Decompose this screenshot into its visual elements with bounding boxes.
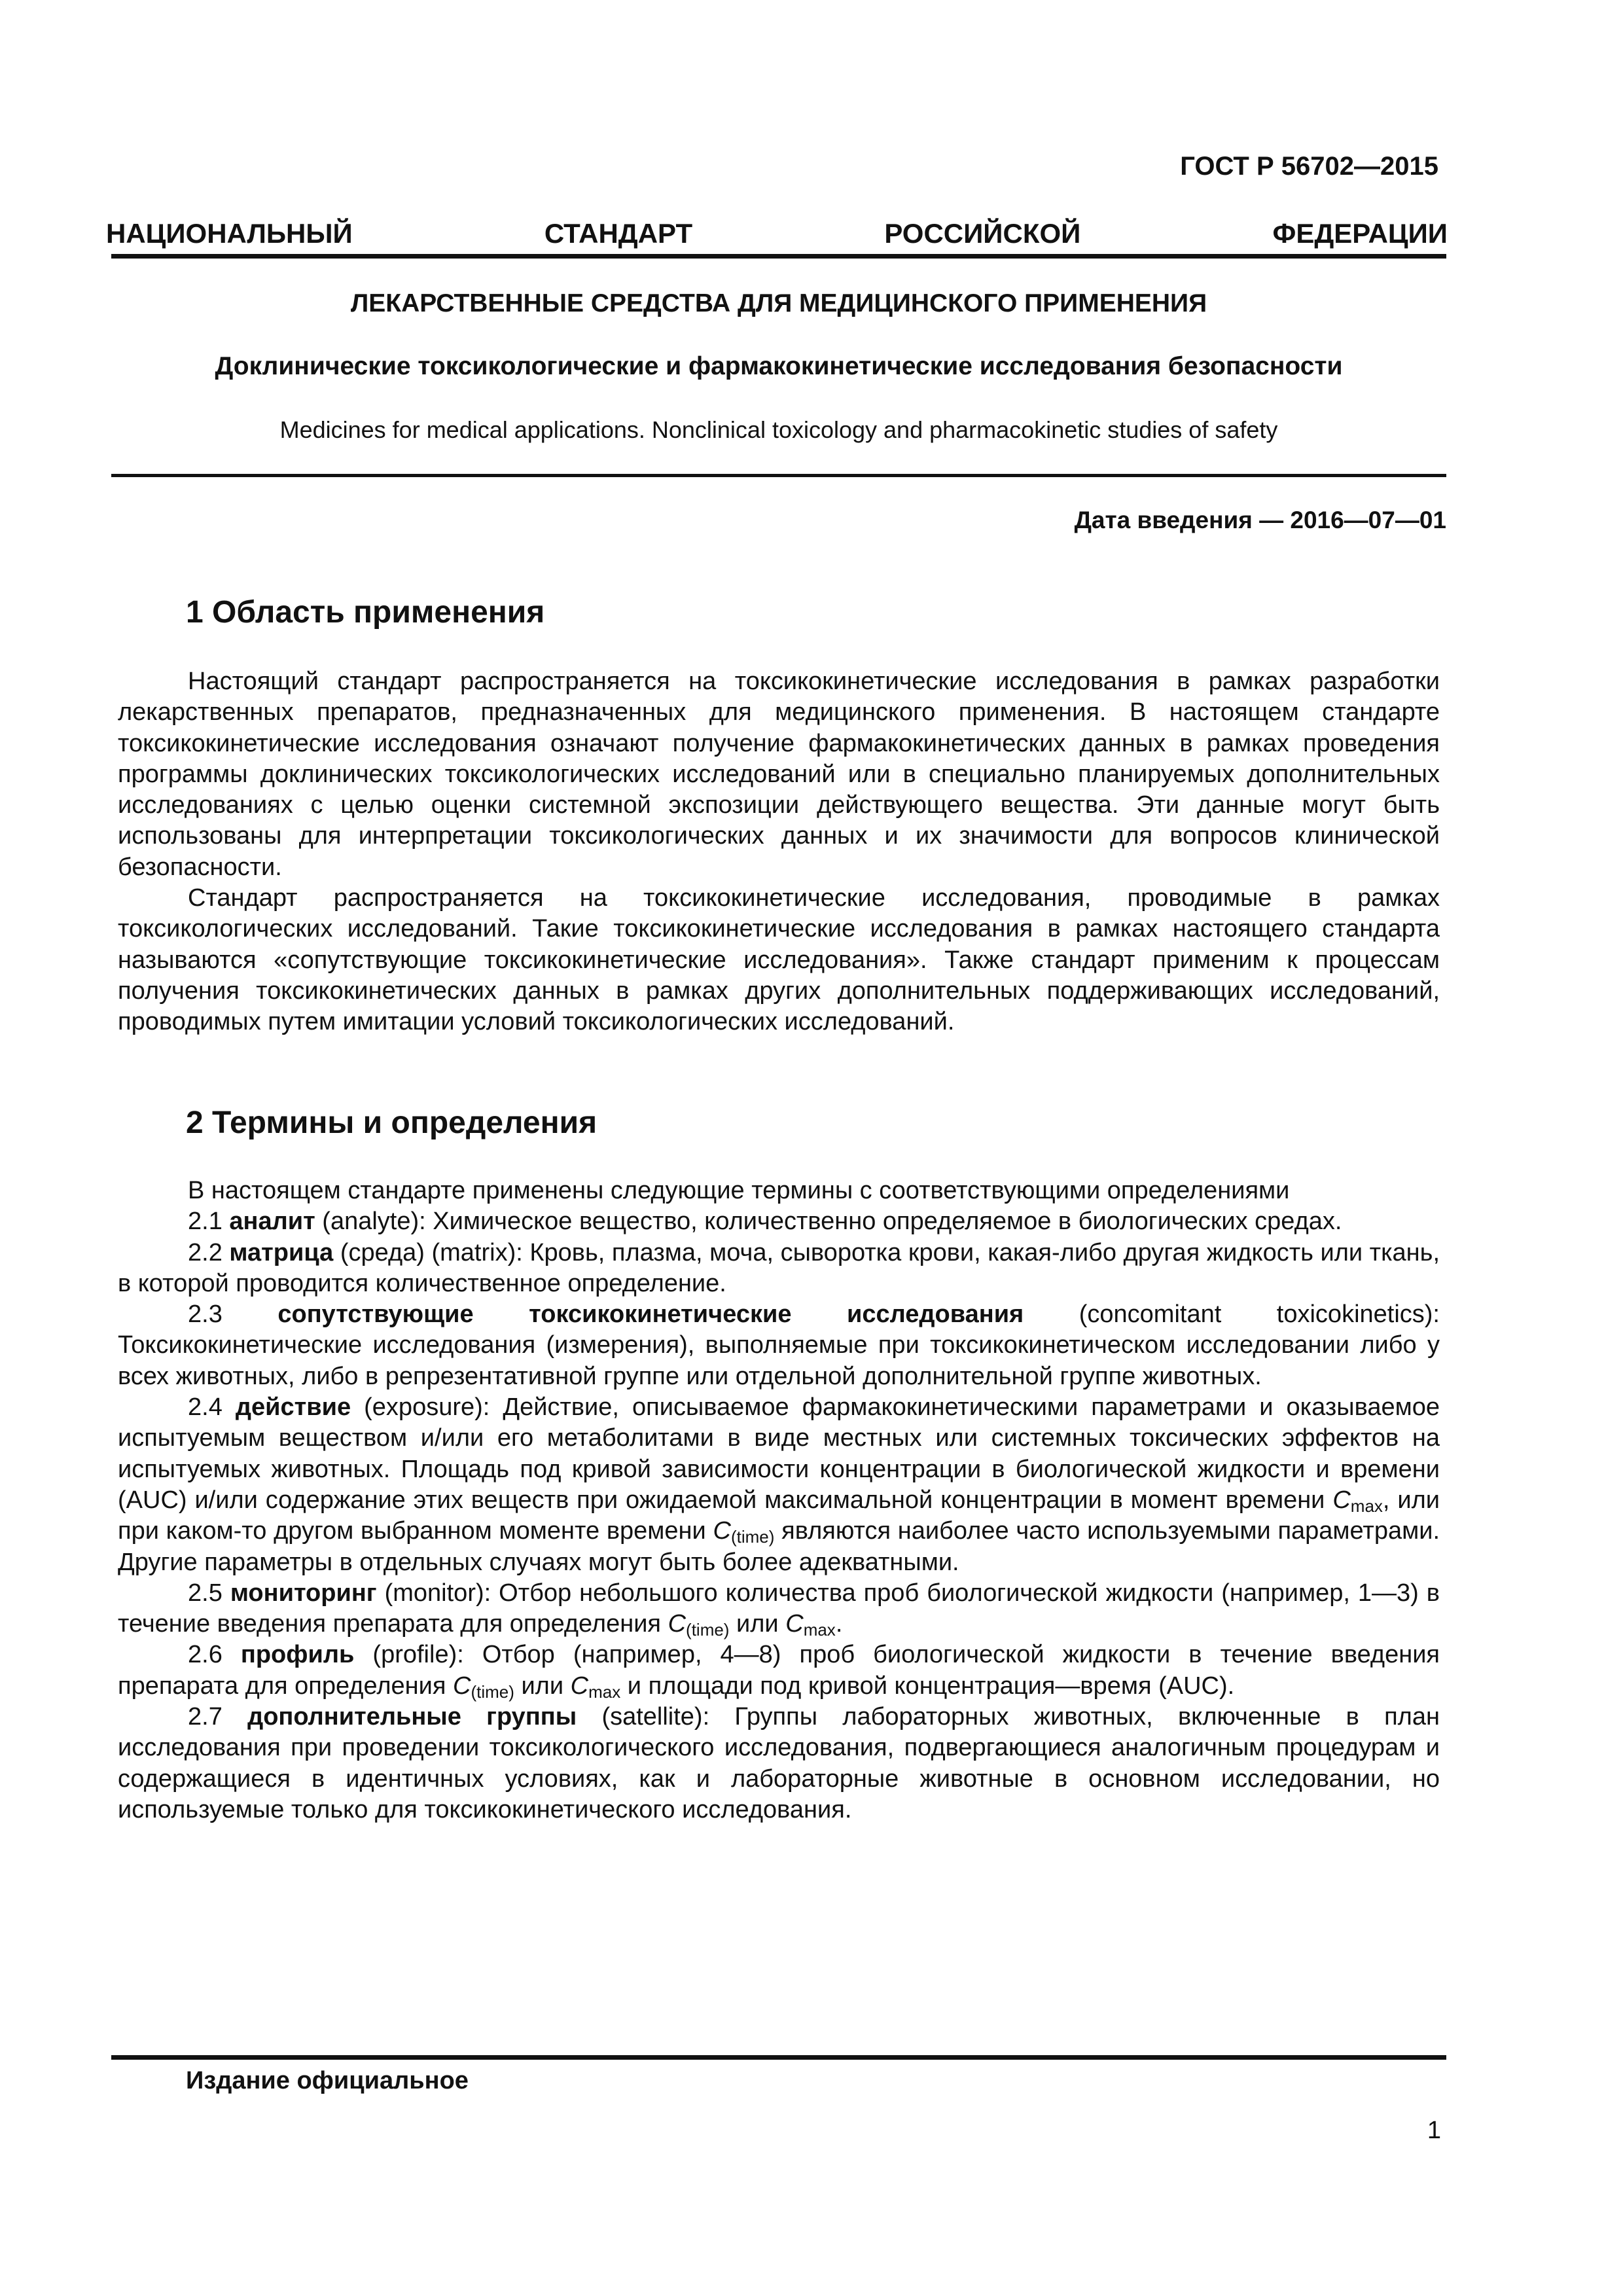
term-name: действие	[235, 1393, 351, 1422]
symbol-c: C	[668, 1610, 687, 1638]
term-definition: или	[521, 1672, 564, 1700]
section-2-body	[118, 1175, 1440, 1825]
footer-rule	[111, 2055, 1446, 2060]
term-definition: , или при каком-то другом выбранном моменте времени	[118, 1486, 1440, 1545]
term-number: 2.2	[188, 1238, 223, 1266]
term-2-6	[118, 1640, 1440, 1702]
section-1-body	[118, 666, 1440, 1038]
subscript-max: max	[588, 1681, 621, 1702]
term-definition: (profile): Отбор (например, 4—8) проб биологической жидкости в течение введения препарата для определения	[118, 1641, 1440, 1700]
term-definition: (exposure): Действие, описываемое фармакокинетическими параметрами и оказываемое испытуемым веществом и/или его метаболитами в виде местных или системных токсических эффектов на испытуемых животных. Площадь под кривой зависимости концентрации в биологической жидкости и времени (AUC) и/или содержание этих веществ при ожидаемой максимальной концентрации в момент времени	[118, 1393, 1440, 1514]
term-number: 2.3	[188, 1300, 223, 1329]
title-rule	[111, 474, 1446, 477]
subscript-time: (time)	[471, 1681, 514, 1702]
term-number: 2.7	[188, 1703, 223, 1731]
term-number: 2.6	[188, 1641, 223, 1669]
introduction-date: Дата введения — 2016—07—01	[1074, 507, 1446, 533]
term-definition: (satellite): Группы лабораторных животных, включенные в план исследования при проведении токсикологического исследования, подвергающиеся аналогичным процедурам и содержащиеся в идентичных условиях, как и лабораторные животные в основном исследовании, но используемые только для токсикокинетического исследования.	[118, 1703, 1440, 1823]
term-2-1	[118, 1206, 1440, 1237]
term-definition: (monitor): Отбор небольшого количества проб биологической жидкости (например, 1—3) в течение введения препарата для определения	[118, 1579, 1440, 1638]
paragraph: Стандарт распространяется на токсикокинетические исследования, проводимые в рамках токсикологических исследований. Такие токсикокинетические исследования в рамках настоящего стандарта называются «сопутствующие токсикокинетические исследования». Также стандарт применим к процессам получения токсикокинетических данных в рамках других дополнительных поддерживающих исследований, проводимых путем имитации условий токсикологических исследований.	[118, 884, 1440, 1036]
term-name: дополнительные группы	[247, 1703, 577, 1731]
term-2-3	[118, 1299, 1440, 1392]
national-standard-title: НАЦИОНАЛЬНЫЙ СТАНДАРТ РОССИЙСКОЙ ФЕДЕРАЦИИ	[106, 218, 1448, 249]
terms-intro: В настоящем стандарте применены следующие термины с соответствующими определениями	[188, 1177, 1290, 1204]
gost-number: ГОСТ Р 56702—2015	[1180, 152, 1438, 181]
term-definition: являются наиболее часто используемыми параметрами. Другие параметры в отдельных случаях могут быть более адекватными.	[118, 1517, 1440, 1576]
term-definition: или	[736, 1610, 779, 1638]
symbol-c: C	[570, 1672, 589, 1700]
term-definition: (concomitant toxicokinetics): Токсикокинетические исследования (измерения), выполняемые при токсикокинетическом исследовании либо у всех животных, либо в репрезентативной группе или отдельной дополнительной группе животных.	[118, 1300, 1440, 1390]
term-2-4	[118, 1392, 1440, 1578]
paragraph: Настоящий стандарт распространяется на токсикокинетические исследования в рамках разработки лекарственных препаратов, предназначенных для медицинского применения. В настоящем стандарте токсикокинетические исследования означают получение фармакокинетических данных в рамках проведения программы доклинических токсикологических исследований или в специально планируемых дополнительных исследованиях с целью оценки системной экспозиции действующего вещества. Эти данные могут быть использованы для интерпретации токсикологических данных и их значимости для вопросов клинической безопасности.	[118, 668, 1440, 881]
subscript-time: (time)	[686, 1620, 730, 1640]
term-number: 2.1	[188, 1208, 223, 1236]
term-definition: .	[835, 1610, 843, 1638]
term-name: сопутствующие токсикокинетические исследования	[277, 1300, 1024, 1329]
subscript-time: (time)	[730, 1527, 775, 1547]
section-1-heading: 1 Область применения	[186, 595, 545, 630]
page-number: 1	[1427, 2117, 1441, 2144]
subscript-max: max	[1350, 1496, 1383, 1516]
header-rule	[111, 254, 1446, 259]
symbol-c: C	[785, 1610, 804, 1638]
term-name: мониторинг	[230, 1579, 377, 1607]
symbol-c: C	[1332, 1486, 1351, 1514]
symbol-c: C	[713, 1517, 731, 1545]
term-name: профиль	[240, 1641, 355, 1669]
document-english-title: Medicines for medical applications. Nonclinical toxicology and pharmacokinetic studies of safety	[279, 416, 1278, 443]
term-name: матрица	[229, 1238, 334, 1266]
section-2-heading: 2 Термины и определения	[186, 1105, 597, 1140]
term-name: аналит	[229, 1208, 315, 1236]
term-number: 2.5	[188, 1579, 223, 1607]
term-definition: и площади под кривой концентрация—время (AUC).	[627, 1672, 1235, 1700]
term-2-5	[118, 1578, 1440, 1640]
term-definition: (среда) (matrix): Кровь, плазма, моча, сыворотка крови, какая-либо другая жидкость или ткань, в которой проводится количественное определение.	[118, 1238, 1440, 1297]
subscript-max: max	[803, 1620, 836, 1640]
official-edition-label: Издание официальное	[186, 2067, 469, 2094]
document-title: ЛЕКАРСТВЕННЫЕ СРЕДСТВА ДЛЯ МЕДИЦИНСКОГО ПРИМЕНЕНИЯ	[350, 289, 1207, 317]
term-number: 2.4	[188, 1393, 223, 1422]
term-2-7	[118, 1702, 1440, 1825]
symbol-c: C	[452, 1672, 471, 1700]
document-subtitle: Доклинические токсикологические и фармакокинетические исследования безопасности	[215, 352, 1343, 380]
term-definition: (analyte): Химическое вещество, количественно определяемое в биологических средах.	[322, 1208, 1342, 1236]
term-2-2	[118, 1238, 1440, 1300]
